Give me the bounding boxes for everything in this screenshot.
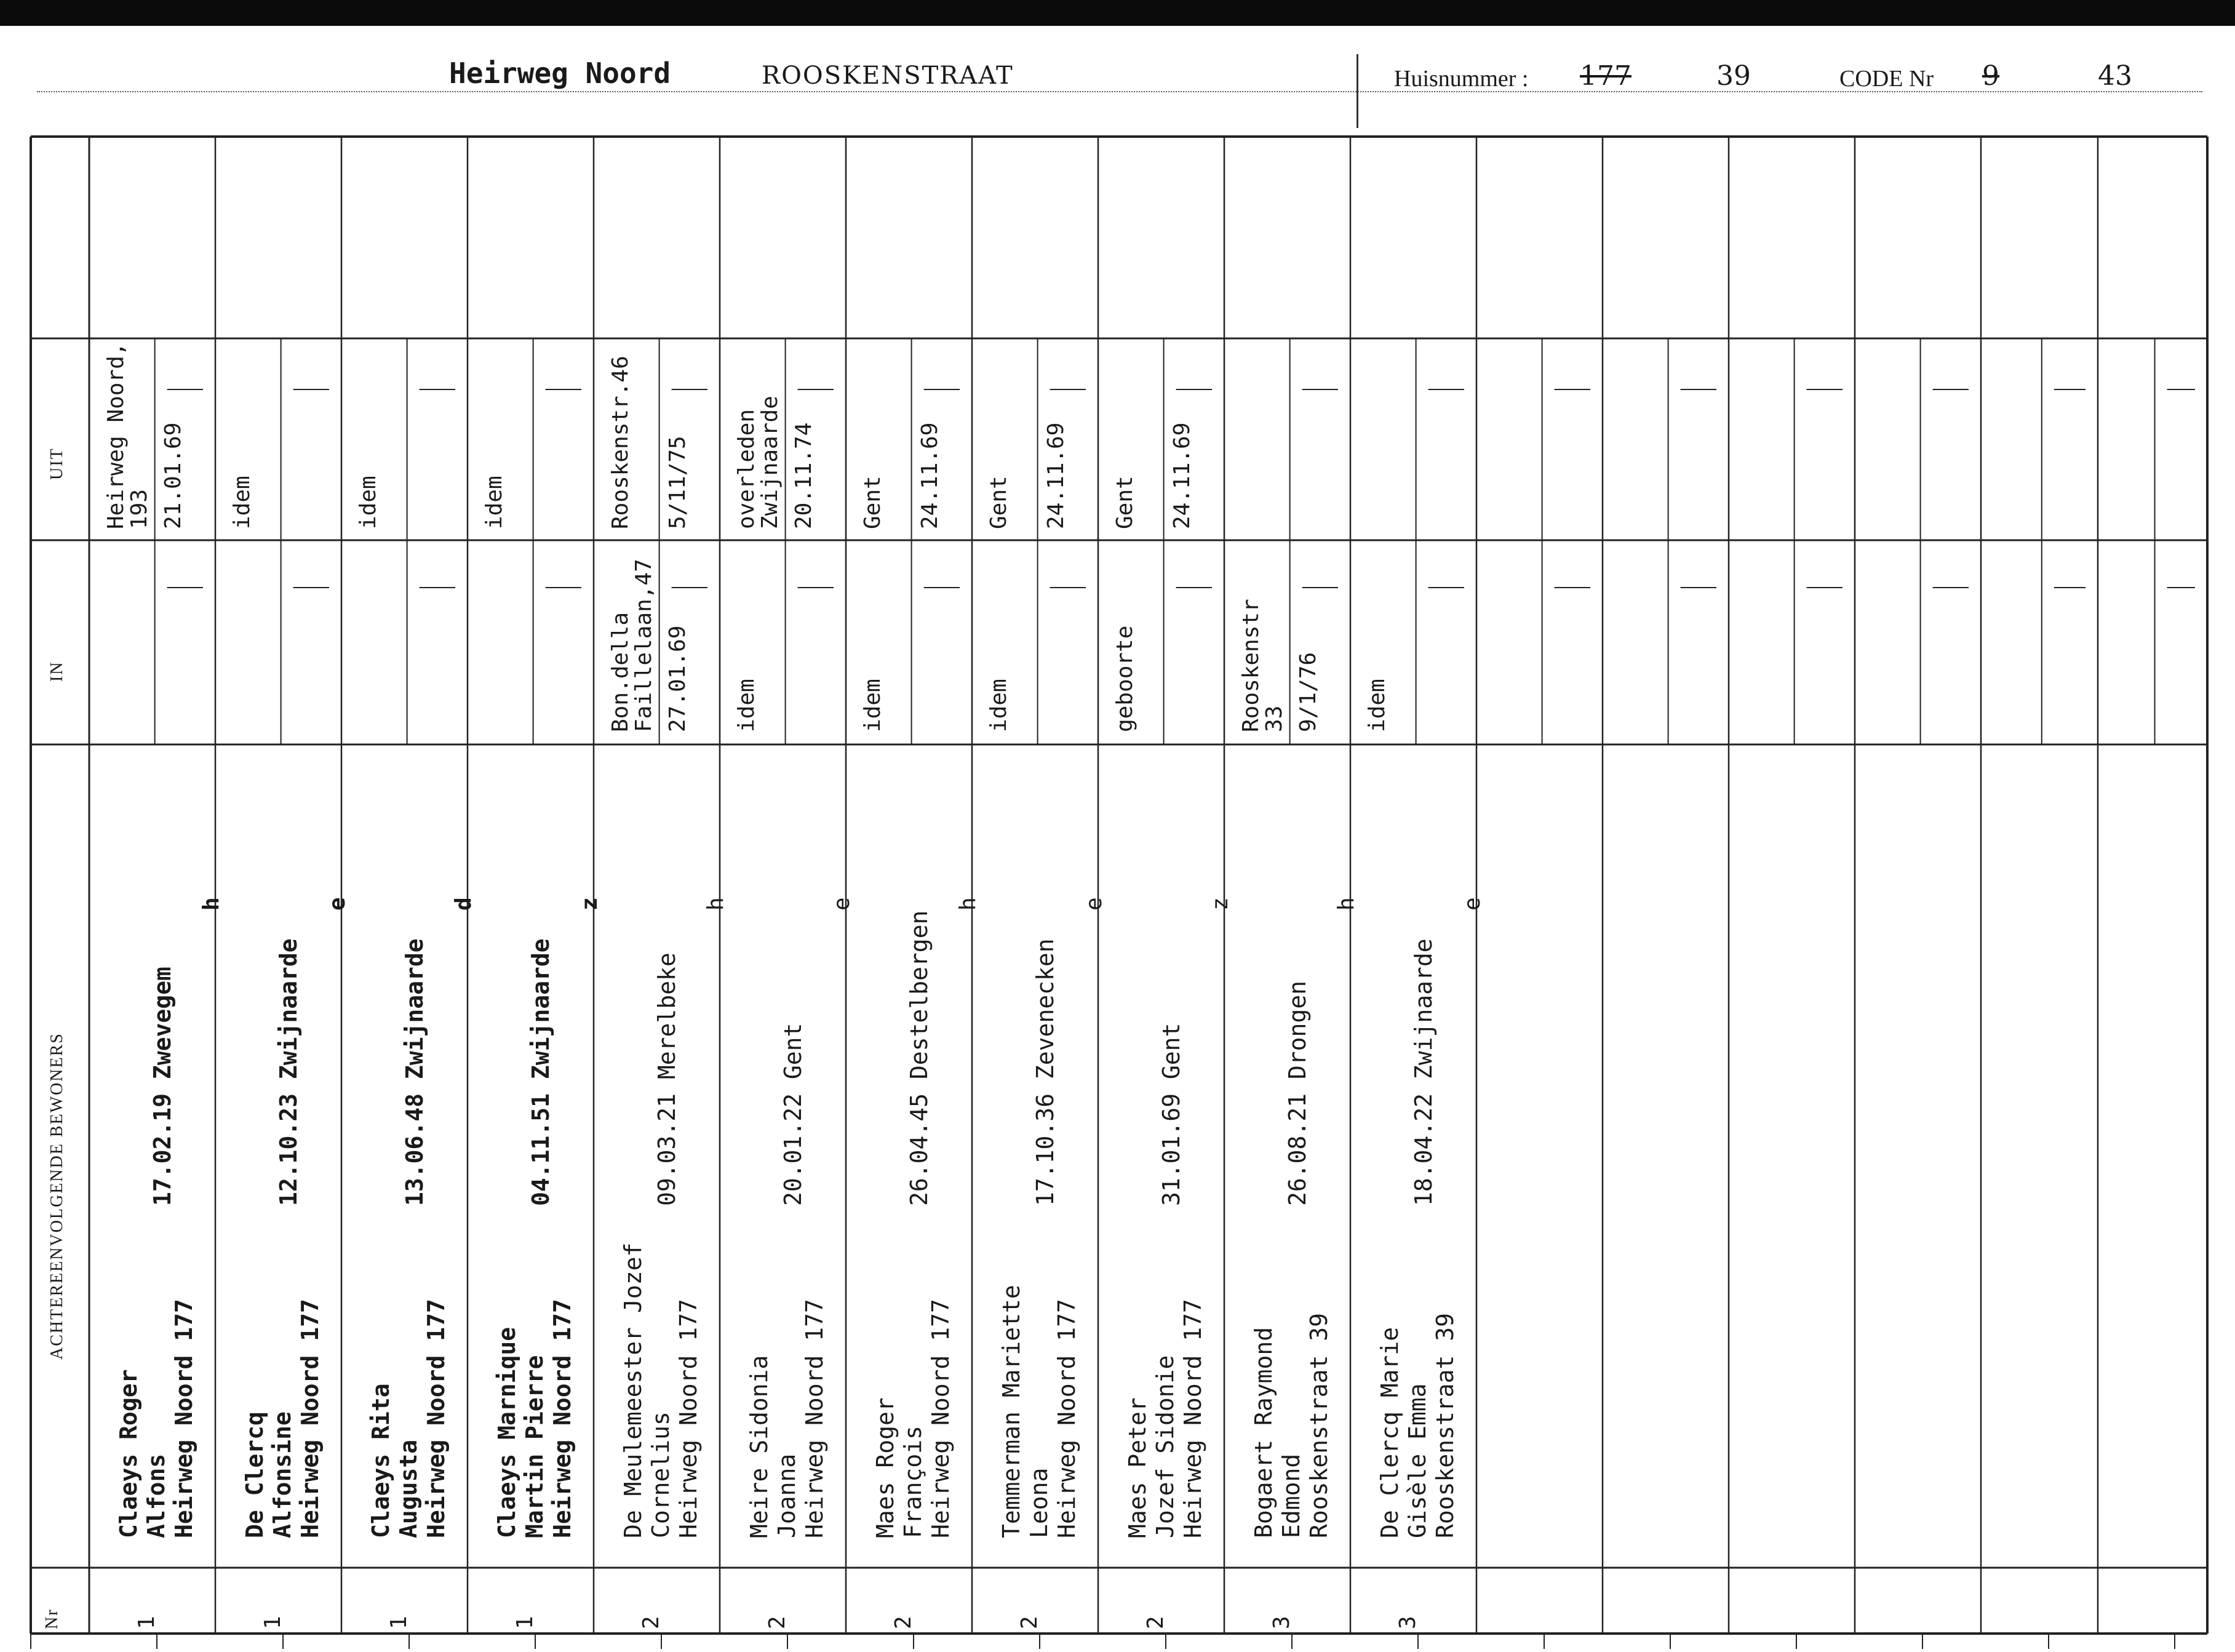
resident-name: Claeys Marnique <box>493 1327 520 1538</box>
resident-address: Heirweg Noord 177 <box>1179 1299 1206 1538</box>
resident-code: h <box>199 897 224 911</box>
row-nr: 1 <box>512 1616 538 1629</box>
resident-name: Maes Roger <box>872 1397 899 1538</box>
resident-name-2: Joanna <box>773 1453 800 1538</box>
resident-code: h <box>1334 897 1359 911</box>
in-date: 9/1/76 <box>1296 652 1321 732</box>
resident-name: Meire Sidonia <box>746 1355 773 1538</box>
resident-code: h <box>703 897 728 911</box>
resident-name: Claeys Rita <box>367 1383 394 1538</box>
row-nr: 3 <box>1269 1616 1294 1629</box>
birth-date-place: 09.03.21 Merelbeke <box>653 952 680 1206</box>
uit-place: overleden Zwijnaarde <box>734 396 783 529</box>
birth-date-place: 04.11.51 Zwijnaarde <box>527 938 554 1206</box>
resident-name: De Clercq <box>241 1411 268 1538</box>
uit-place: Rooskenstr.46 <box>608 356 633 529</box>
birth-date-place: 17.10.36 Zevenecken <box>1032 938 1059 1206</box>
row-nr: 2 <box>765 1616 790 1629</box>
resident-name-2: François <box>899 1425 926 1538</box>
resident-address: Heirweg Noord 177 <box>801 1299 828 1538</box>
resident-code: h <box>955 897 981 911</box>
resident-code: d <box>451 897 476 911</box>
resident-address: Rooskenstraat 39 <box>1305 1312 1333 1538</box>
birth-date-place: 26.08.21 Drongen <box>1284 980 1311 1206</box>
street-name: Heirweg Noord <box>449 57 671 90</box>
resident-name: Bogaert Raymond <box>1250 1327 1277 1538</box>
resident-code: e <box>1082 897 1107 911</box>
row-nr: 3 <box>1395 1616 1420 1629</box>
uit-place: Heirweg Noord, 193 <box>103 342 152 529</box>
resident-name: Maes Peter <box>1124 1397 1151 1538</box>
resident-address: Rooskenstraat 39 <box>1432 1312 1459 1538</box>
uit-place: Gent <box>1112 476 1137 529</box>
birth-date-place: 12.10.23 Zwijnaarde <box>275 938 302 1206</box>
uit-date: 24.11.69 <box>1043 422 1069 529</box>
resident-address: Heirweg Noord 177 <box>1053 1299 1080 1538</box>
resident-name-2: Alfons <box>143 1453 170 1538</box>
birth-date-place: 13.06.48 Zwijnaarde <box>401 938 428 1206</box>
row-nr: 2 <box>1143 1616 1168 1629</box>
in-place: idem <box>986 679 1011 732</box>
code-old: 9 <box>1982 60 1999 92</box>
row-nr: 1 <box>260 1616 285 1629</box>
in-place: geboorte <box>1112 625 1137 732</box>
birth-date-place: 20.01.22 Gent <box>779 1023 807 1206</box>
resident-name: De Meulemeester Jozef <box>620 1242 647 1538</box>
resident-name-2: Martin Pierre <box>521 1355 548 1538</box>
resident-name-2: Jozef Sidonie <box>1152 1355 1179 1538</box>
resident-code: e <box>829 897 855 911</box>
uit-place: Gent <box>986 476 1011 529</box>
row-nr: 2 <box>639 1616 664 1629</box>
in-place: idem <box>734 679 759 732</box>
resident-name: Claeys Roger <box>115 1369 142 1538</box>
uit-place: idem <box>356 476 381 529</box>
code-new: 43 <box>2098 60 2132 92</box>
birth-date-place: 17.02.19 Zwevegem <box>149 967 176 1206</box>
huisnummer-new: 39 <box>1716 60 1751 92</box>
uit-date: 24.11.69 <box>917 422 942 529</box>
resident-name-2: Gisèle Emma <box>1404 1383 1431 1538</box>
in-date: 27.01.69 <box>665 625 690 732</box>
resident-code: e <box>325 897 350 911</box>
in-place: idem <box>860 679 885 732</box>
resident-address: Heirweg Noord 177 <box>549 1299 576 1538</box>
birth-date-place: 31.01.69 Gent <box>1158 1023 1185 1206</box>
resident-name-2: Cornelius <box>647 1411 674 1538</box>
resident-name-2: Edmond <box>1278 1453 1305 1538</box>
column-header-bewoners: ACHTEREENVOLGENDE BEWONERS <box>47 1032 66 1360</box>
resident-name-2: Alfonsine <box>269 1411 296 1538</box>
resident-name-2: Augusta <box>395 1439 422 1538</box>
in-place: idem <box>1365 679 1390 732</box>
resident-address: Heirweg Noord 177 <box>675 1299 702 1538</box>
uit-place: idem <box>482 476 507 529</box>
in-place: Rooskenstr 33 <box>1238 599 1287 732</box>
uit-date: 24.11.69 <box>1169 422 1195 529</box>
uit-date: 21.01.69 <box>161 422 186 529</box>
huisnummer-old: 177 <box>1580 60 1631 92</box>
row-nr: 1 <box>386 1616 412 1629</box>
resident-name: Temmerman Mariette <box>998 1285 1025 1538</box>
column-header-nr: Nr <box>42 1608 62 1629</box>
uit-date: 5/11/75 <box>665 436 690 529</box>
birth-date-place: 18.04.22 Zwijnaarde <box>1410 938 1437 1206</box>
code-label: CODE Nr <box>1839 66 1934 92</box>
resident-name-2: Leona <box>1026 1467 1053 1538</box>
huisnummer-label: Huisnummer : <box>1394 66 1529 92</box>
resident-address: Heirweg Noord 177 <box>170 1299 197 1538</box>
resident-code: z <box>1208 897 1233 911</box>
uit-place: idem <box>229 476 255 529</box>
row-nr: 2 <box>891 1616 916 1629</box>
resident-address: Heirweg Noord 177 <box>423 1299 450 1538</box>
resident-address: Heirweg Noord 177 <box>927 1299 954 1538</box>
uit-place: Gent <box>860 476 885 529</box>
resident-name: De Clercq Marie <box>1376 1327 1403 1538</box>
row-nr: 1 <box>134 1616 159 1629</box>
birth-date-place: 26.04.45 Destelbergen <box>906 910 933 1206</box>
resident-address: Heirweg Noord 177 <box>297 1299 324 1538</box>
in-place: Bon.della Faillelaan,47 <box>608 559 656 732</box>
resident-code: e <box>1460 897 1485 911</box>
column-header-in: IN <box>47 661 66 682</box>
uit-date: 20.11.74 <box>791 422 816 529</box>
row-nr: 2 <box>1017 1616 1042 1629</box>
column-header-uit: UIT <box>47 447 66 480</box>
street-name-new: ROOSKENSTRAAT <box>762 62 1014 90</box>
resident-code: z <box>577 897 602 911</box>
